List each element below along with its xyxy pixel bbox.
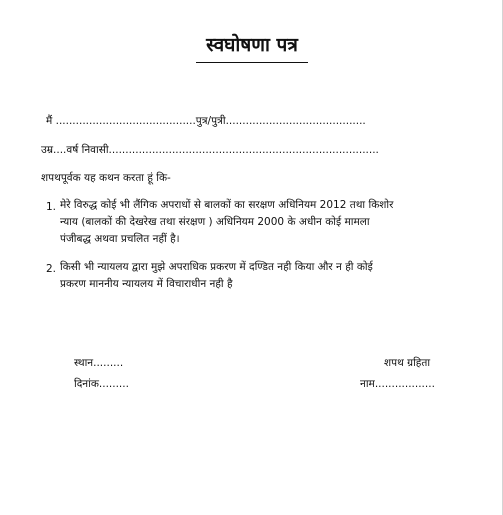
deponent-label: शपथ ग्रहिता — [384, 357, 431, 369]
item-text — [60, 259, 373, 293]
affirmation-line: शपथपूर्वक यह कथन करता हूं कि- — [41, 172, 171, 184]
date-label: दिनांक......... — [74, 378, 129, 390]
age-line: उम्र....वर्ष निवासी................................................................................. — [41, 144, 379, 156]
item-number: 1. — [46, 201, 57, 213]
item-line: पंजीबद्ध अथवा प्रचलित नहीं है। — [60, 233, 180, 246]
title-underline — [196, 62, 308, 63]
document-title: स्वघोषणा पत्र — [206, 34, 298, 56]
item-line: किसी भी न्यायलय द्वारा मुझे अपराधिक प्रकरण में दण्डित नही किया और न ही कोई — [60, 261, 373, 273]
item-text — [60, 197, 393, 249]
item-line: न्याय (बालकों की देखरेख तथा संरक्षण ) अधिनियम 2000 के अधीन कोई मामला — [60, 216, 370, 229]
deponent-name-label: नाम.................. — [360, 378, 435, 390]
title-block — [196, 32, 308, 58]
place-label: स्थान......... — [74, 357, 124, 369]
item-line: प्रकरण माननीय न्यायलय में विचाराधीन नही है — [60, 278, 233, 291]
name-line: मैं ..........................................पुत्र/पुत्री.......................................... — [46, 115, 366, 127]
item-line: मेरे विरुद्ध कोई भी लैंगिक अपराधों से बालकों का सरक्षण अधिनियम 2012 तथा किशोर — [60, 199, 394, 211]
item-number: 2. — [46, 263, 57, 275]
